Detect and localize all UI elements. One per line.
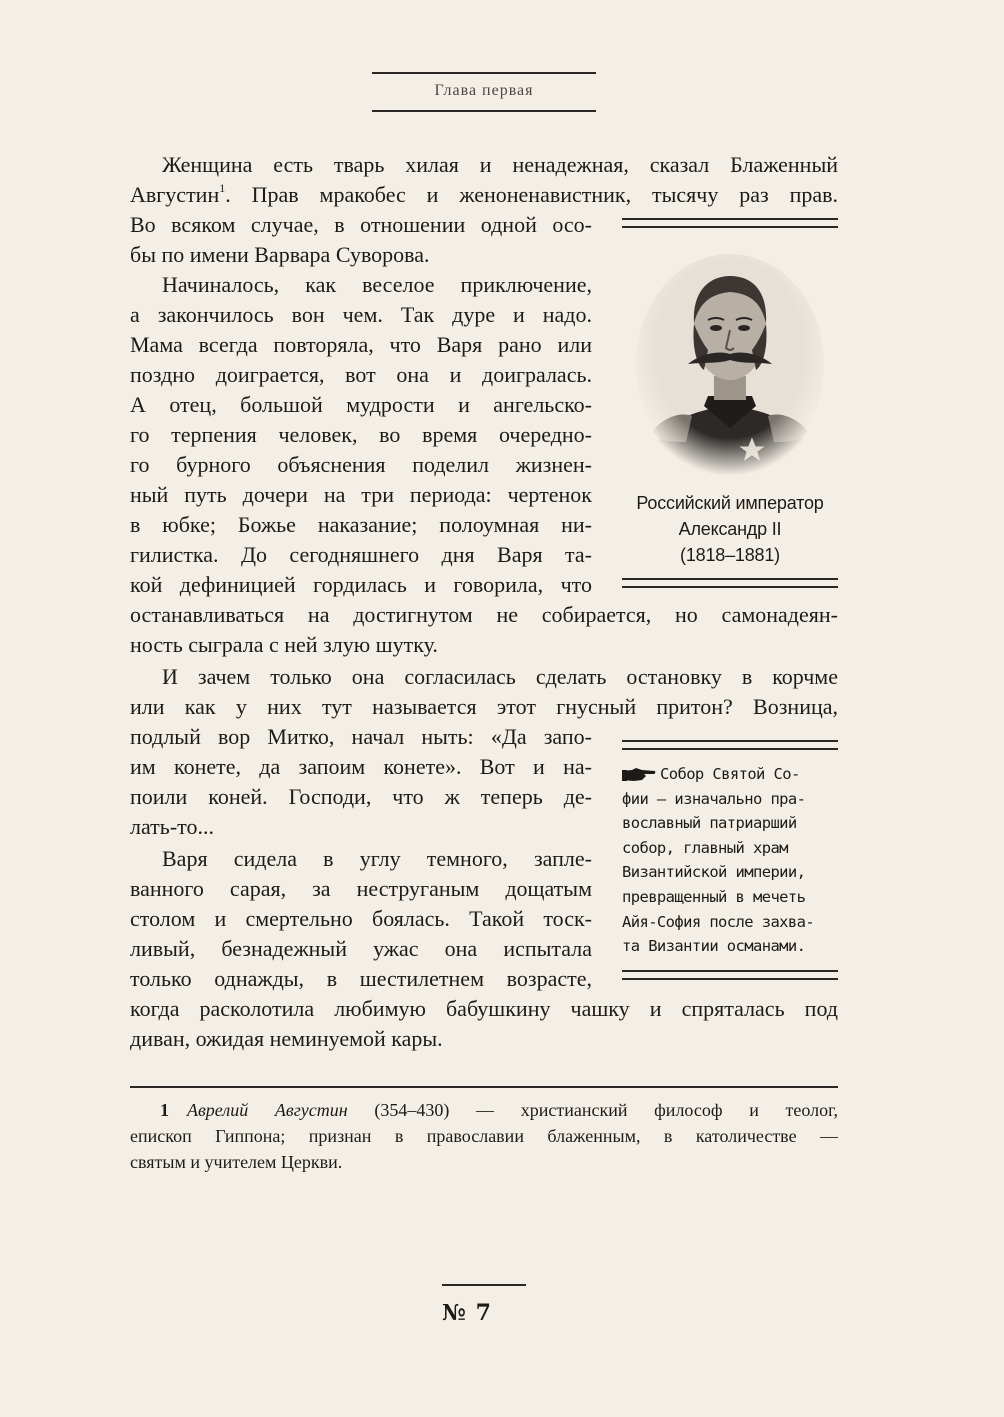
- body-line: останавливаться на достигнутом не собирается, но самонадеян-: [130, 602, 838, 627]
- footnote-ref[interactable]: 1: [219, 180, 226, 195]
- note-top-rule: [622, 740, 838, 750]
- body-line: ный путь дочери на три периода: чертенок: [130, 482, 592, 507]
- body-line: Варя сидела в углу темного, запле-: [162, 846, 592, 871]
- body-line: И зачем только она согласилась сделать остановку в корчме: [162, 664, 838, 689]
- note-line: Айя-София после захва-: [622, 912, 815, 931]
- body-line: им конете, да запоим конете». Вот и на-: [130, 754, 592, 779]
- note-line: вославный патриарший: [622, 814, 797, 833]
- body-line: Женщина есть тварь хилая и ненадежная, сказал Блаженный: [162, 152, 838, 177]
- body-line: Во всяком случае, в отношении одной осо-: [130, 212, 592, 237]
- caption-line: Александр II: [678, 519, 782, 539]
- portrait-caption: [622, 490, 838, 568]
- body-line: лать-то...: [130, 814, 214, 839]
- body-line: го бурного объяснения поделил жизнен-: [130, 452, 592, 477]
- body-line: поили коней. Господи, что ж теперь де-: [130, 784, 592, 809]
- footnote-line: [130, 1098, 838, 1123]
- body-line: только однажды, в шестилетнем возрасте,: [130, 966, 592, 991]
- body-line: подлый вор Митко, начал ныть: «Да запо-: [130, 724, 592, 749]
- note-line: та Византии османами.: [622, 937, 806, 956]
- footnote-number: 1: [160, 1100, 169, 1120]
- body-line: поздно доиграется, вот она и доигралась.: [130, 362, 592, 387]
- body-line: или как у них тут называется этот гнусный притон? Возница,: [130, 694, 838, 719]
- body-line: ливый, безнадежный ужас она испытала: [130, 936, 592, 961]
- footnote-rule: [130, 1086, 838, 1088]
- note-line: превращенный в мечеть: [622, 887, 806, 906]
- note-line: собор, главный храм: [622, 838, 788, 857]
- portrait-alexander-ii-image: [634, 246, 826, 476]
- body-line: ность сыграла с ней злую шутку.: [130, 632, 438, 657]
- caption-line: Российский император: [636, 493, 824, 513]
- body-line: ванного сарая, за неструганым дощатым: [130, 876, 592, 901]
- note-line: Собор Святой Со-: [660, 765, 800, 783]
- footnote-text: (354–430) — христианский философ и теолог,: [347, 1100, 839, 1120]
- body-line: диван, ожидая неминуемой кары.: [130, 1026, 443, 1051]
- chapter-title: Глава первая: [434, 82, 534, 99]
- footnote-line: епископ Гиппона; признан в православии блаженным, в католичестве —: [130, 1126, 838, 1146]
- pointing-hand-icon: [622, 768, 656, 782]
- body-line: столом и смертельно боялась. Такой тоск-: [130, 906, 592, 931]
- body-line: кой дефиницией гордилась и говорила, что: [130, 572, 592, 597]
- portrait-bottom-rule: [622, 578, 838, 588]
- footnote-line: святым и учителем Церкви.: [130, 1152, 343, 1172]
- sidebar-note: [622, 762, 838, 959]
- body-line: Мама всегда повторяла, что Варя рано или: [130, 332, 592, 357]
- note-line: фии — изначально пра-: [622, 789, 806, 808]
- portrait-top-rule: [622, 218, 838, 228]
- body-line: в юбке; Божье наказание; полоумная ни-: [130, 512, 592, 537]
- chapter-header: [372, 72, 596, 112]
- body-line: го терпения человек, во время очередно-: [130, 422, 592, 447]
- page-number: № 7: [442, 1300, 492, 1326]
- note-line: Византийской империи,: [622, 863, 806, 882]
- caption-line: (1818–1881): [680, 545, 780, 565]
- body-line: бы по имени Варвара Суворова.: [130, 242, 430, 267]
- body-line: Начиналось, как веселое приключение,: [162, 272, 592, 297]
- note-bottom-rule: [622, 970, 838, 980]
- body-line: Августин$^1$. Прав мракобес и женоненавистник, тысячу раз прав.: [130, 180, 838, 207]
- body-line: А отец, большой мудрости и ангельско-: [130, 392, 592, 417]
- body-line: когда расколотила любимую бабушкину чашку и спряталась под: [130, 996, 838, 1021]
- body-line: а закончилось вон чем. Так дуре и надо.: [130, 302, 592, 327]
- body-line: гилистка. До сегодняшнего дня Варя та-: [130, 542, 592, 567]
- page-number-rule: [442, 1284, 526, 1286]
- footnote-name: Аврелий Августин: [187, 1100, 348, 1120]
